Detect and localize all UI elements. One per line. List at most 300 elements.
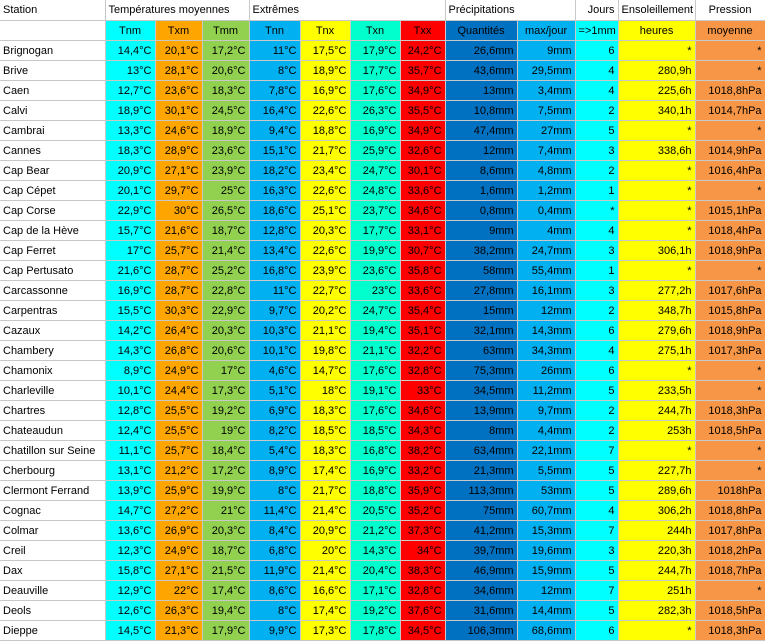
header-jours: Jours [575,0,618,21]
tnx-cell: 18,3°C [300,441,350,461]
precip-qty-cell: 75,3mm [445,361,517,381]
tmm-cell: 17,2°C [202,461,249,481]
txn-cell: 19,9°C [350,241,400,261]
tnn-cell: 8,6°C [249,581,300,601]
txx-cell: 33,1°C [400,221,445,241]
txx-cell: 32,8°C [400,581,445,601]
txn-cell: 23,6°C [350,261,400,281]
rain-days-cell: 5 [575,461,618,481]
sunshine-cell: 253h [618,421,695,441]
tnn-cell: 8,2°C [249,421,300,441]
tnn-cell: 8°C [249,481,300,501]
tnn-cell: 13,4°C [249,241,300,261]
precip-qty-cell: 26,6mm [445,41,517,61]
table-row [0,81,765,101]
tnn-cell: 10,1°C [249,341,300,361]
header-extremes: Extrêmes [249,0,445,21]
col-tnx: Tnx [300,21,350,41]
station-name: Chartres [0,401,105,421]
sunshine-cell: * [618,261,695,281]
station-name: Brignogan [0,41,105,61]
txm-cell: 27,1°C [155,161,202,181]
station-name: Chatillon sur Seine [0,441,105,461]
tnm-cell: 12,3°C [105,541,155,561]
tmm-cell: 19,2°C [202,401,249,421]
station-name: Cap Corse [0,201,105,221]
precip-qty-cell: 41,2mm [445,521,517,541]
table-row [0,341,765,361]
sunshine-cell: 289,6h [618,481,695,501]
txm-cell: 30,3°C [155,301,202,321]
precip-max-cell: 53mm [517,481,575,501]
tmm-cell: 25°C [202,181,249,201]
txn-cell: 25,9°C [350,141,400,161]
pressure-cell: 1018,8hPa [695,501,765,521]
pressure-cell: * [695,441,765,461]
txm-cell: 24,9°C [155,541,202,561]
pressure-cell: 1018,5hPa [695,601,765,621]
precip-qty-cell: 0,8mm [445,201,517,221]
table-row [0,61,765,81]
sunshine-cell: 275,1h [618,341,695,361]
precip-max-cell: 4,8mm [517,161,575,181]
tnm-cell: 10,1°C [105,381,155,401]
tnm-cell: 8,9°C [105,361,155,381]
sunshine-cell: 282,3h [618,601,695,621]
txx-cell: 38,3°C [400,561,445,581]
txx-cell: 38,2°C [400,441,445,461]
col-txx: Txx [400,21,445,41]
txx-cell: 33,6°C [400,281,445,301]
txn-cell: 18,5°C [350,421,400,441]
sunshine-cell: 227,7h [618,461,695,481]
precip-max-cell: 24,7mm [517,241,575,261]
tmm-cell: 21,5°C [202,561,249,581]
sunshine-cell: * [618,621,695,641]
rain-days-cell: 5 [575,121,618,141]
txn-cell: 17,7°C [350,61,400,81]
station-name: Chateaudun [0,421,105,441]
txm-cell: 30,1°C [155,101,202,121]
rain-days-cell: 3 [575,541,618,561]
precip-qty-cell: 31,6mm [445,601,517,621]
precip-qty-cell: 10,8mm [445,101,517,121]
txx-cell: 32,2°C [400,341,445,361]
station-name: Dax [0,561,105,581]
pressure-cell: 1018,3hPa [695,621,765,641]
txm-cell: 28,1°C [155,61,202,81]
tnn-cell: 11,9°C [249,561,300,581]
txx-cell: 34,6°C [400,401,445,421]
txm-cell: 29,7°C [155,181,202,201]
tnm-cell: 14,7°C [105,501,155,521]
precip-max-cell: 22,1mm [517,441,575,461]
txn-cell: 18,8°C [350,481,400,501]
tmm-cell: 20,3°C [202,521,249,541]
tmm-cell: 18,3°C [202,81,249,101]
tmm-cell: 19,9°C [202,481,249,501]
station-name: Carpentras [0,301,105,321]
sunshine-cell: 233,5h [618,381,695,401]
txn-cell: 17,6°C [350,361,400,381]
txx-cell: 35,5°C [400,101,445,121]
sunshine-cell: * [618,221,695,241]
tnm-cell: 13,9°C [105,481,155,501]
tnm-cell: 12,7°C [105,81,155,101]
rain-days-cell: 2 [575,401,618,421]
txn-cell: 16,8°C [350,441,400,461]
table-row [0,381,765,401]
txn-cell: 20,4°C [350,561,400,581]
tmm-cell: 24,5°C [202,101,249,121]
header-ensoleillement: Ensoleillement [618,0,695,21]
sunshine-cell: 279,6h [618,321,695,341]
txn-cell: 20,5°C [350,501,400,521]
rain-days-cell: 2 [575,101,618,121]
precip-max-cell: 14,3mm [517,321,575,341]
table-row [0,41,765,61]
tnm-cell: 21,6°C [105,261,155,281]
rain-days-cell: 7 [575,581,618,601]
tnn-cell: 7,8°C [249,81,300,101]
pressure-cell: * [695,41,765,61]
tmm-cell: 20,6°C [202,341,249,361]
tnn-cell: 9,7°C [249,301,300,321]
tnm-cell: 15,8°C [105,561,155,581]
tnx-cell: 21,7°C [300,481,350,501]
tnx-cell: 20°C [300,541,350,561]
tnx-cell: 21,7°C [300,141,350,161]
tnm-cell: 20,9°C [105,161,155,181]
txx-cell: 33,6°C [400,181,445,201]
tnx-cell: 22,6°C [300,181,350,201]
precip-max-cell: 4,4mm [517,421,575,441]
sunshine-cell: 277,2h [618,281,695,301]
tnm-cell: 12,8°C [105,401,155,421]
table-row [0,501,765,521]
station-name: Caen [0,81,105,101]
tmm-cell: 19°C [202,421,249,441]
station-name: Cognac [0,501,105,521]
station-name: Cap Ferret [0,241,105,261]
precip-max-cell: 9,7mm [517,401,575,421]
tnm-cell: 13°C [105,61,155,81]
sunshine-cell: 244h [618,521,695,541]
table-row [0,241,765,261]
col-tnm: Tnm [105,21,155,41]
sunshine-cell: 220,3h [618,541,695,561]
tnn-cell: 9,4°C [249,121,300,141]
sunshine-cell: 338,6h [618,141,695,161]
precip-qty-cell: 9mm [445,221,517,241]
tnm-cell: 22,9°C [105,201,155,221]
tnx-cell: 21,1°C [300,321,350,341]
rain-days-cell: 4 [575,341,618,361]
precip-qty-cell: 63mm [445,341,517,361]
sunshine-cell: 251h [618,581,695,601]
txn-cell: 19,4°C [350,321,400,341]
precip-max-cell: 26mm [517,361,575,381]
tnx-cell: 19,8°C [300,341,350,361]
txm-cell: 30°C [155,201,202,221]
rain-days-cell: 3 [575,141,618,161]
tnx-cell: 17,4°C [300,601,350,621]
tnx-cell: 21,4°C [300,501,350,521]
tnm-cell: 13,6°C [105,521,155,541]
table-row [0,421,765,441]
txx-cell: 37,3°C [400,521,445,541]
table-row [0,321,765,341]
txm-cell: 25,7°C [155,441,202,461]
tnm-cell: 12,4°C [105,421,155,441]
txn-cell: 24,7°C [350,161,400,181]
tnx-cell: 23,9°C [300,261,350,281]
header-station: Station [0,0,105,21]
precip-max-cell: 19,6mm [517,541,575,561]
txm-cell: 25,5°C [155,401,202,421]
tmm-cell: 17,9°C [202,621,249,641]
txn-cell: 24,7°C [350,301,400,321]
precip-max-cell: 15,3mm [517,521,575,541]
table-row [0,261,765,281]
rain-days-cell: 2 [575,301,618,321]
table-row [0,361,765,381]
pressure-cell: 1015,8hPa [695,301,765,321]
table-row [0,561,765,581]
precip-qty-cell: 8,6mm [445,161,517,181]
tnn-cell: 8°C [249,61,300,81]
rain-days-cell: 5 [575,481,618,501]
txx-cell: 35,7°C [400,61,445,81]
sunshine-cell: 306,2h [618,501,695,521]
header-row [0,0,765,21]
tnx-cell: 16,9°C [300,81,350,101]
txx-cell: 34,5°C [400,621,445,641]
tnm-cell: 15,5°C [105,301,155,321]
precip-qty-cell: 46,9mm [445,561,517,581]
precip-max-cell: 7,5mm [517,101,575,121]
tnn-cell: 12,8°C [249,221,300,241]
txn-cell: 14,3°C [350,541,400,561]
tnx-cell: 20,3°C [300,221,350,241]
rain-days-cell: 4 [575,81,618,101]
station-name: Cazaux [0,321,105,341]
tnm-cell: 13,1°C [105,461,155,481]
station-name: Cambrai [0,121,105,141]
rain-days-cell: 6 [575,321,618,341]
table-row [0,621,765,641]
rain-days-cell: 2 [575,421,618,441]
tnx-cell: 17,5°C [300,41,350,61]
tnn-cell: 6,9°C [249,401,300,421]
rain-days-cell: 5 [575,381,618,401]
sunshine-cell: * [618,181,695,201]
table-row [0,601,765,621]
rain-days-cell: 3 [575,281,618,301]
rain-days-cell: 6 [575,361,618,381]
rain-days-cell: 4 [575,61,618,81]
tnm-cell: 12,6°C [105,601,155,621]
tnn-cell: 8°C [249,601,300,621]
tnm-cell: 16,9°C [105,281,155,301]
tnm-cell: 15,7°C [105,221,155,241]
tnn-cell: 5,1°C [249,381,300,401]
col-quantites: Quantités [445,21,517,41]
tnx-cell: 14,7°C [300,361,350,381]
precip-qty-cell: 8mm [445,421,517,441]
txm-cell: 27,1°C [155,561,202,581]
tnn-cell: 5,4°C [249,441,300,461]
txx-cell: 35,9°C [400,481,445,501]
txn-cell: 26,3°C [350,101,400,121]
station-name: Cherbourg [0,461,105,481]
station-name: Cap Cépet [0,181,105,201]
tnm-cell: 14,2°C [105,321,155,341]
precip-max-cell: 3,4mm [517,81,575,101]
station-name: Cannes [0,141,105,161]
tmm-cell: 21,4°C [202,241,249,261]
pressure-cell: 1018,4hPa [695,221,765,241]
precip-max-cell: 12mm [517,301,575,321]
tnn-cell: 16,3°C [249,181,300,201]
station-name: Creil [0,541,105,561]
tnm-cell: 14,4°C [105,41,155,61]
tmm-cell: 17,2°C [202,41,249,61]
rain-days-cell: 4 [575,221,618,241]
tnm-cell: 12,9°C [105,581,155,601]
txx-cell: 35,1°C [400,321,445,341]
tmm-cell: 18,7°C [202,221,249,241]
tnx-cell: 18,8°C [300,121,350,141]
sunshine-cell: 348,7h [618,301,695,321]
pressure-cell: 1018,9hPa [695,321,765,341]
rain-days-cell: 1 [575,181,618,201]
table-row [0,441,765,461]
txn-cell: 17,9°C [350,41,400,61]
table-row [0,101,765,121]
col-max-jour: max/jour [517,21,575,41]
tmm-cell: 17,3°C [202,381,249,401]
pressure-cell: * [695,461,765,481]
txx-cell: 34°C [400,541,445,561]
tnm-cell: 17°C [105,241,155,261]
pressure-cell: * [695,581,765,601]
tnn-cell: 11,4°C [249,501,300,521]
precip-qty-cell: 34,6mm [445,581,517,601]
pressure-cell: 1018,8hPa [695,81,765,101]
tnn-cell: 11°C [249,41,300,61]
txm-cell: 21,6°C [155,221,202,241]
tnn-cell: 18,6°C [249,201,300,221]
txm-cell: 27,2°C [155,501,202,521]
tnm-cell: 13,3°C [105,121,155,141]
rain-days-cell: 5 [575,561,618,581]
tnn-cell: 4,6°C [249,361,300,381]
precip-max-cell: 34,3mm [517,341,575,361]
tnm-cell: 20,1°C [105,181,155,201]
txn-cell: 17,1°C [350,581,400,601]
precip-qty-cell: 38,2mm [445,241,517,261]
precip-qty-cell: 13,9mm [445,401,517,421]
subheader-row [0,21,765,41]
precip-qty-cell: 27,8mm [445,281,517,301]
station-name: Carcassonne [0,281,105,301]
txx-cell: 24,2°C [400,41,445,61]
tnx-cell: 18,3°C [300,401,350,421]
rain-days-cell: 7 [575,521,618,541]
txm-cell: 25,9°C [155,481,202,501]
pressure-cell: 1018,3hPa [695,401,765,421]
tnx-cell: 21,4°C [300,561,350,581]
tnx-cell: 17,4°C [300,461,350,481]
tnn-cell: 15,1°C [249,141,300,161]
pressure-cell: 1018hPa [695,481,765,501]
precip-max-cell: 14,4mm [517,601,575,621]
precip-qty-cell: 43,6mm [445,61,517,81]
sunshine-cell: 244,7h [618,561,695,581]
sunshine-cell: 225,6h [618,81,695,101]
tnx-cell: 20,2°C [300,301,350,321]
tnx-cell: 18,5°C [300,421,350,441]
txm-cell: 23,6°C [155,81,202,101]
table-row [0,521,765,541]
txx-cell: 34,6°C [400,201,445,221]
tnx-cell: 22,6°C [300,241,350,261]
tnx-cell: 23,4°C [300,161,350,181]
pressure-cell: 1017,8hPa [695,521,765,541]
txm-cell: 26,9°C [155,521,202,541]
pressure-cell: * [695,261,765,281]
station-name: Deols [0,601,105,621]
txm-cell: 21,3°C [155,621,202,641]
tmm-cell: 25,2°C [202,261,249,281]
precip-max-cell: 9mm [517,41,575,61]
rain-days-cell: * [575,201,618,221]
station-name: Charleville [0,381,105,401]
txx-cell: 34,9°C [400,121,445,141]
tnn-cell: 8,9°C [249,461,300,481]
pressure-cell: * [695,121,765,141]
tnn-cell: 8,4°C [249,521,300,541]
sunshine-cell: * [618,361,695,381]
station-name: Chambery [0,341,105,361]
tmm-cell: 26,5°C [202,201,249,221]
txm-cell: 28,7°C [155,261,202,281]
col-txm: Txm [155,21,202,41]
pressure-cell: * [695,381,765,401]
station-name: Cap de la Hève [0,221,105,241]
pressure-cell: 1014,7hPa [695,101,765,121]
table-row [0,581,765,601]
txn-cell: 21,1°C [350,341,400,361]
txn-cell: 19,2°C [350,601,400,621]
rain-days-cell: 3 [575,241,618,261]
precip-qty-cell: 13mm [445,81,517,101]
tnn-cell: 10,3°C [249,321,300,341]
table-row [0,121,765,141]
rain-days-cell: 6 [575,41,618,61]
txn-cell: 17,6°C [350,81,400,101]
rain-days-cell: 1 [575,261,618,281]
pressure-cell: 1018,5hPa [695,421,765,441]
table-row [0,481,765,501]
rain-days-cell: 2 [575,161,618,181]
tnn-cell: 9,9°C [249,621,300,641]
precip-max-cell: 29,5mm [517,61,575,81]
tnx-cell: 22,6°C [300,101,350,121]
tnn-cell: 16,8°C [249,261,300,281]
precip-qty-cell: 21,3mm [445,461,517,481]
